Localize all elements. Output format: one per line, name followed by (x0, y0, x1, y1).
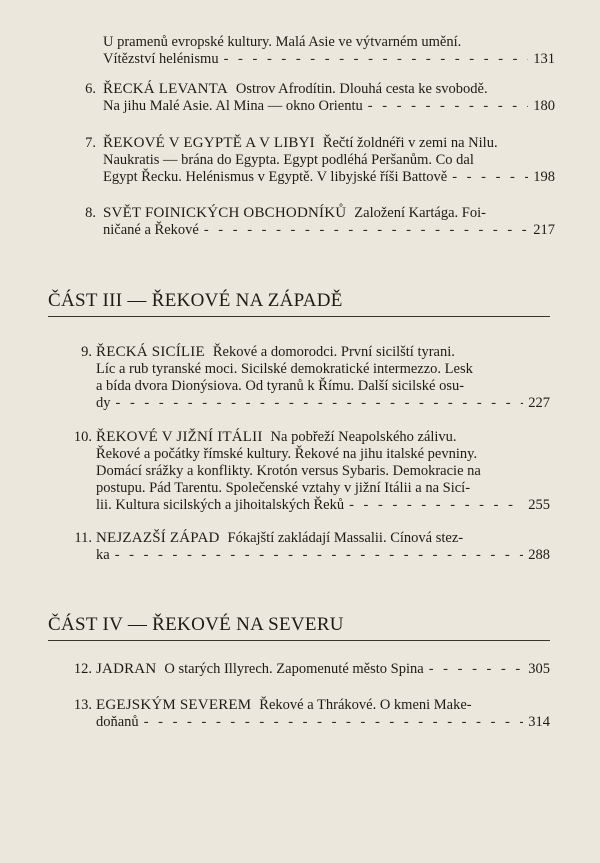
entry-line-last (103, 51, 555, 68)
entry-line-last (96, 547, 550, 564)
chapter-title: JADRAN (96, 661, 157, 677)
entry-text: lii. Kultura sicilských a jihoitalských Řeků (96, 497, 345, 513)
leader-dots (116, 395, 524, 412)
page-number: 131 (533, 51, 555, 67)
entry-text: doňanů (96, 714, 139, 730)
entry-body (96, 661, 550, 678)
entry-line (96, 530, 550, 547)
entry-text: Na jihu Malé Asie. Al Mina — okno Orientu (103, 98, 363, 114)
leader-dots (349, 497, 523, 514)
entry-line-last (96, 497, 550, 514)
entry-body (103, 135, 555, 186)
entry-text: ka (96, 547, 110, 563)
chapter-title: ŘEKOVÉ V EGYPTĚ A V LIBYI (103, 135, 315, 151)
chapter-title: SVĚT FOINICKÝCH OBCHODNÍKŮ (103, 205, 347, 221)
page-number: 180 (533, 98, 555, 114)
entry-line-last (96, 661, 550, 678)
entry-line (96, 446, 550, 463)
entry-body (103, 205, 555, 239)
leader-dots (224, 51, 529, 68)
entry-line (103, 34, 555, 51)
entry-text: Vítězství helénismu (103, 51, 219, 67)
chapter-number: 12. (73, 661, 92, 677)
entry-body (103, 81, 555, 115)
leader-dots (452, 169, 528, 186)
leader-dots (204, 222, 528, 239)
entry-text: Naukratis — brána do Egypta. Egypt podléhá Peršanům. Co dal (103, 152, 474, 168)
entry-text: a bída dvora Dionýsiova. Od tyranů k Římu. Další sicilské osu- (96, 378, 465, 394)
entry-body (96, 697, 550, 731)
page-number: 198 (533, 169, 555, 185)
chapter-number: 6. (85, 81, 96, 97)
entry-text: Řečtí žoldnéři v zemi na Nilu. (322, 135, 498, 151)
entry-line (96, 697, 550, 714)
chapter-number: 13. (73, 697, 92, 713)
entry-line (103, 81, 555, 98)
page-number: 305 (528, 661, 550, 677)
entry-line-last (96, 714, 550, 731)
entry-line (96, 463, 550, 480)
entry-text: Fókajští zakládají Massalii. Cínová stez- (227, 530, 464, 546)
chapter-title: ŘEKOVÉ V JIŽNÍ ITÁLII (96, 429, 263, 445)
entry-text: Na pobřeží Neapolského zálivu. (270, 429, 457, 445)
chapter-number: 10. (73, 429, 92, 445)
chapter-title: NEJZAZŠÍ ZÁPAD (96, 530, 220, 546)
page-number: 217 (533, 222, 555, 238)
entry-line (96, 378, 550, 395)
chapter-title: EGEJSKÝM SEVEREM (96, 697, 252, 713)
chapter-number: 9. (81, 344, 92, 360)
entry-body (96, 344, 550, 412)
page-number: 227 (528, 395, 550, 411)
entry-text: dy (96, 395, 111, 411)
entry-line (103, 152, 555, 169)
chapter-title: ŘECKÁ SICÍLIE (96, 344, 205, 360)
entry-text: O starých Illyrech. Zapomenuté město Spina (164, 661, 424, 677)
entry-line (96, 480, 550, 497)
page-number: 288 (528, 547, 550, 563)
entry-text: Řekové a domorodci. První sicilští tyrani. (212, 344, 455, 360)
entry-text: ničané a Řekové (103, 222, 199, 238)
page-number: 255 (528, 497, 550, 513)
entry-line (96, 429, 550, 446)
part-heading-iii: ČÁST III — ŘEKOVÉ NA ZÁPADĚ (48, 290, 550, 317)
leader-dots (144, 714, 524, 731)
entry-text: U pramenů evropské kultury. Malá Asie ve výtvarném umění. (103, 34, 462, 50)
entry-text: Líc a rub tyranské moci. Sicilské demokratické intermezzo. Lesk (96, 361, 473, 377)
entry-line-last (103, 169, 555, 186)
entry-line (96, 344, 550, 361)
page-number: 314 (528, 714, 550, 730)
chapter-title: ŘECKÁ LEVANTA (103, 81, 228, 97)
part-heading-iv: ČÁST IV — ŘEKOVÉ NA SEVERU (48, 614, 550, 641)
entry-line (103, 135, 555, 152)
entry-line-last (103, 98, 555, 115)
entry-text: Ostrov Afrodítin. Dlouhá cesta ke svobodě. (235, 81, 488, 97)
entry-text: Domácí srážky a konflikty. Krotón versus Sybaris. Demokracie na (96, 463, 481, 479)
entry-line (103, 205, 555, 222)
entry-text: postupu. Pád Tarentu. Společenské vztahy v jižní Itálii a na Sicí- (96, 480, 471, 496)
entry-text: Řekové a počátky římské kultury. Řekové na jihu italské pevniny. (96, 446, 478, 462)
entry-line-last (96, 395, 550, 412)
chapter-number: 11. (74, 530, 92, 546)
leader-dots (429, 661, 524, 678)
entry-text: Egypt Řecku. Helénismus v Egyptě. V libyjské říši Battově (103, 169, 448, 185)
chapter-number: 7. (85, 135, 96, 151)
leader-dots (115, 547, 524, 564)
entry-line-last (103, 222, 555, 239)
chapter-number: 8. (85, 205, 96, 221)
entry-text: Založení Kartága. Foi- (354, 205, 486, 221)
entry-body (96, 429, 550, 514)
entry-line (96, 361, 550, 378)
entry-body (96, 530, 550, 564)
leader-dots (368, 98, 528, 115)
entry-text: Řekové a Thrákové. O kmeni Make- (259, 697, 472, 713)
entry-body (103, 34, 555, 68)
show-through-text (300, 268, 303, 283)
